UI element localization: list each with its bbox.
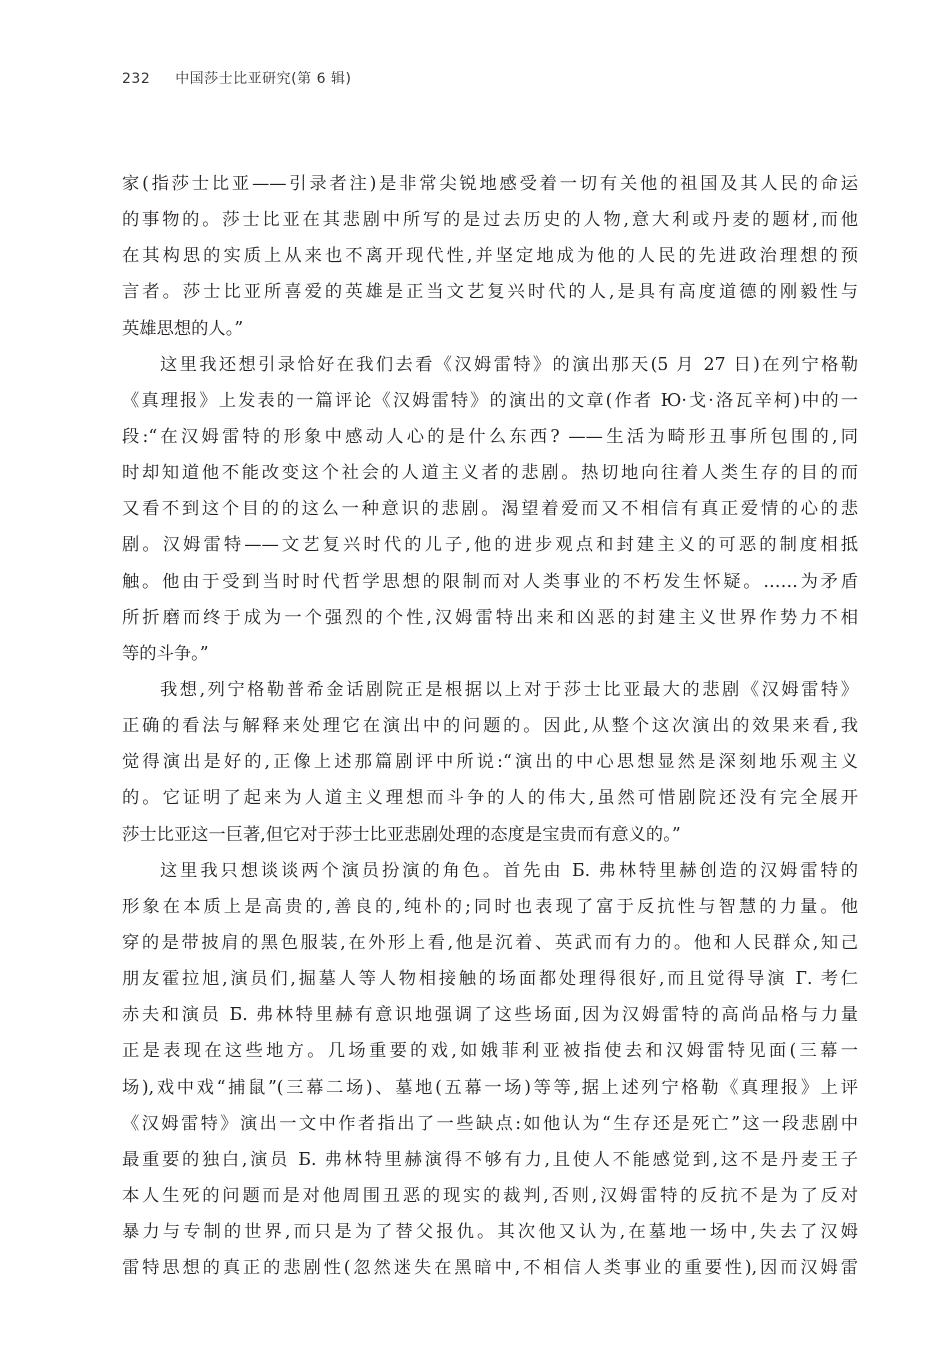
text-line: 家(指莎士比亚——引录者注)是非常尖锐地感受着一切有关他的祖国及其人民的命运	[122, 174, 858, 194]
book-title: 中国莎士比亚研究(第 6 辑)	[175, 71, 352, 87]
text-line: 本人生死的问题而是对他周围丑恶的现实的裁判,否则,汉姆雷特的反抗不是为了反对	[122, 1185, 858, 1206]
body-text	[122, 166, 858, 1286]
text-line: 觉得演出是好的,正像上述那篇剧评中所说:“演出的中心思想显然是深刻地乐观主义	[122, 752, 858, 773]
text-line: 雷特思想的真正的悲剧性(忽然迷失在黑暗中,不相信人类事业的重要性),因而汉姆雷	[122, 1258, 858, 1279]
text-line: 剧。汉姆雷特——文艺复兴时代的儿子,他的进步观点和封建主义的可恶的制度相抵	[122, 535, 858, 556]
text-line: 朋友霍拉旭,演员们,掘墓人等人物相接触的场面都处理得很好,而且觉得导演 Г. 考仁	[122, 969, 858, 990]
text-line: 《汉姆雷特》演出一文中作者指出了一些缺点:如他认为“生存还是死亡”这一段悲剧中	[122, 1113, 858, 1134]
text-line: 场),戏中戏“捕鼠”(三幕二场)、墓地(五幕一场)等等,据上述列宁格勒《真理报》上评	[122, 1077, 858, 1098]
text-line: 莎士比亚这一巨著,但它对于莎士比亚悲剧处理的态度是宝贵而有意义的。”	[122, 824, 681, 845]
text-line: 又看不到这个目的的这么一种意识的悲剧。渴望着爱而又不相信有真正爱情的心的悲	[122, 499, 858, 520]
text-line: 的。它证明了起来为人道主义理想而斗争的人的伟大,虽然可惜剧院还没有完全展开	[122, 788, 858, 809]
text-line: 的事物的。莎士比亚在其悲剧中所写的是过去历史的人物,意大利或丹麦的题材,而他	[122, 210, 858, 231]
text-line: 穿的是带披肩的黑色服装,在外形上看,他是沉着、英武而有力的。他和人民群众,知己	[122, 932, 858, 953]
text-line: 最重要的独白,演员 Б. 弗林特里赫演得不够有力,且使人不能感觉到,这不是丹麦王子	[122, 1149, 858, 1170]
text-line: 正是表现在这些地方。几场重要的戏,如娥菲利亚被指使去和汉姆雷特见面(三幕一	[122, 1041, 858, 1062]
text-line: 在其构思的实质上从来也不离开现代性,并坚定地成为他的人民的先进政治理想的预	[122, 246, 858, 267]
text-line: 段:“在汉姆雷特的形象中感动人心的是什么东西? ——生活为畸形丑事所包围的,同	[122, 426, 858, 447]
paragraph-first-line: 这里我还想引录恰好在我们去看《汉姆雷特》的演出那天(5 月 27 日)在列宁格勒	[160, 354, 858, 375]
text-line: 等的斗争。”	[122, 643, 209, 664]
text-line: 形象在本质上是高贵的,善良的,纯朴的;同时也表现了富于反抗性与智慧的力量。他	[122, 896, 858, 917]
paragraph-first-line: 这里我只想谈谈两个演员扮演的角色。首先由 Б. 弗林特里赫创造的汉姆雷特的	[160, 860, 858, 881]
page-number: 232	[122, 71, 151, 87]
text-line: 英雄思想的人。”	[122, 318, 244, 339]
text-line: 时却知道他不能改变这个社会的人道主义者的悲剧。热切地向往着人类生存的目的而	[122, 463, 858, 484]
running-head	[122, 68, 351, 88]
text-line: 暴力与专制的世界,而只是为了替父报仇。其次他又认为,在墓地一场中,失去了汉姆	[122, 1222, 858, 1243]
text-line: 所折磨而终于成为一个强烈的个性,汉姆雷特出来和凶恶的封建主义世界作势力不相	[122, 607, 858, 628]
text-line: 《真理报》上发表的一篇评论《汉姆雷特》的演出的文章(作者 Ю·戈·洛瓦辛柯)中的一	[122, 390, 858, 411]
text-line: 言者。莎士比亚所喜爱的英雄是正当文艺复兴时代的人,是具有高度道德的刚毅性与	[122, 282, 858, 303]
text-line: 赤夫和演员 Б. 弗林特里赫有意识地强调了这些场面,因为汉姆雷特的高尚品格与力量	[122, 1005, 858, 1026]
text-line: 正确的看法与解释来处理它在演出中的问题的。因此,从整个这次演出的效果来看,我	[122, 716, 858, 737]
text-line: 触。他由于受到当时时代哲学思想的限制而对人类事业的不朽发生怀疑。……为矛盾	[122, 571, 858, 592]
paragraph-first-line: 我想,列宁格勒普希金话剧院正是根据以上对于莎士比亚最大的悲剧《汉姆雷特》	[160, 679, 858, 700]
